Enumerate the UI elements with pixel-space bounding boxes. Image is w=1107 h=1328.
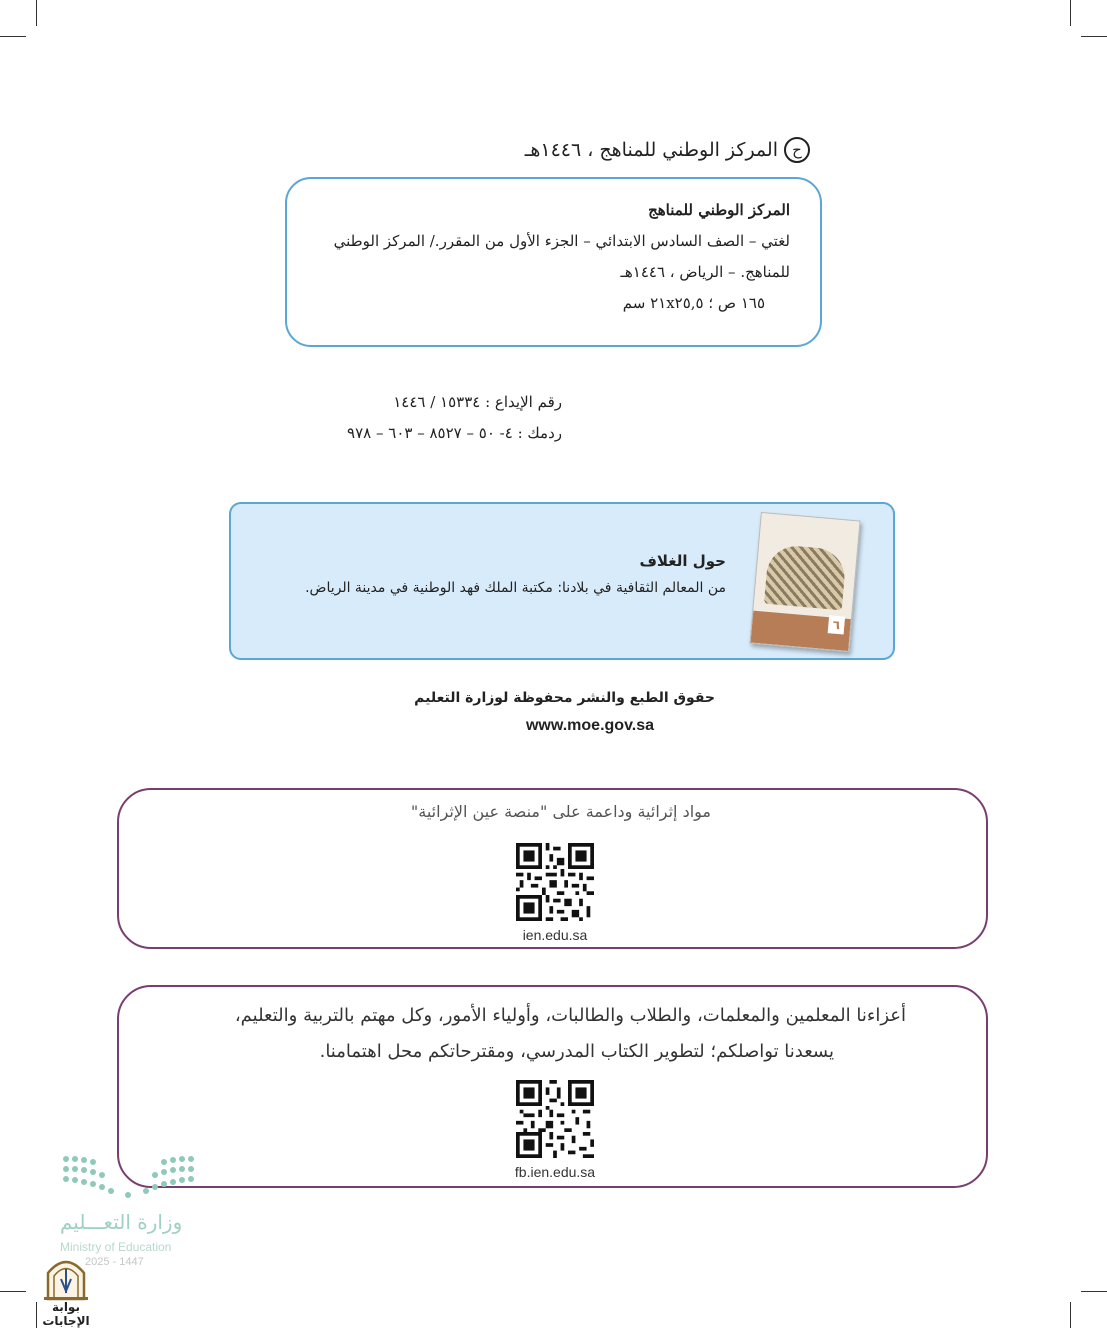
portal-emblem-icon (30, 1255, 102, 1301)
library-building-image (764, 544, 847, 611)
cover-info-description: من المعالم الثقافية في بلادنا: مكتبة الملك فهد الوطنية في مدينة الرياض. (305, 580, 726, 596)
ministry-name-arabic: وزارة التعـــليم (60, 1210, 183, 1234)
book-cover-image (749, 512, 860, 652)
crop-mark (0, 36, 26, 37)
crop-mark (1070, 1302, 1071, 1328)
rights-text: حقوق الطبع والنشر محفوظة لوزارة التعليم (414, 690, 715, 706)
crop-mark (36, 0, 37, 26)
ien-qr-code[interactable] (516, 843, 594, 921)
catalog-line: للمناهج. – الرياض ، ١٤٤٦هـ (620, 263, 790, 281)
cover-info-title: حول الغلاف (639, 552, 726, 570)
isbn: ردمك : ٤- ٥٠ – ٨٥٢٧ – ٦٠٣ – ٩٧٨ (347, 424, 562, 442)
grade-number: ٦ (828, 615, 846, 634)
feedback-qr-code[interactable] (516, 1080, 594, 1158)
enrichment-box (117, 788, 988, 949)
copyright-text: المركز الوطني للمناهج ، ١٤٤٦هـ (524, 139, 778, 161)
crop-mark (1081, 36, 1107, 37)
catalog-line: لغتي – الصف السادس الابتدائي – الجزء الأول من المقرر./ المركز الوطني (333, 232, 790, 250)
feedback-greeting: أعزاءنا المعلمين والمعلمات، والطلاب والطالبات، وأولياء الأمور، وكل مهتم بالتربية والتعليم، (234, 1005, 906, 1026)
ministry-logo (55, 1152, 205, 1272)
cover-info-box (229, 502, 895, 660)
enrichment-title: مواد إثرائية وداعمة على "منصة عين الإثرائية" (410, 802, 711, 821)
copyright-line (520, 135, 810, 165)
ministry-website-link[interactable]: www.moe.gov.sa (525, 717, 655, 734)
catalog-line: ١٦٥ ص ؛ ٢١x٢٥,٥ سم (622, 294, 765, 312)
crop-mark (1081, 1291, 1107, 1292)
catalog-publisher: المركز الوطني للمناهج (648, 201, 790, 219)
ministry-year: 2025 - 1447 (85, 1256, 144, 1268)
answers-portal-logo (30, 1255, 102, 1328)
deposit-number: رقم الإيداع : ١٥٣٣٤ / ١٤٤٦ (393, 393, 562, 411)
portal-label: بوابة الإجابات (42, 1300, 90, 1328)
feedback-invitation: يسعدنا تواصلكم؛ لتطوير الكتاب المدرسي، ومقترحاتكم محل اهتمامنا. (319, 1041, 834, 1062)
ministry-name-english: Ministry of Education (60, 1240, 172, 1254)
feedback-url[interactable]: fb.ien.edu.sa (514, 1164, 596, 1180)
copyright-symbol-icon: ح (784, 137, 810, 163)
crop-mark (0, 1291, 26, 1292)
feedback-box (117, 985, 988, 1188)
catalog-card (285, 177, 822, 347)
crop-mark (1070, 0, 1071, 26)
ien-url[interactable]: ien.edu.sa (522, 927, 588, 943)
